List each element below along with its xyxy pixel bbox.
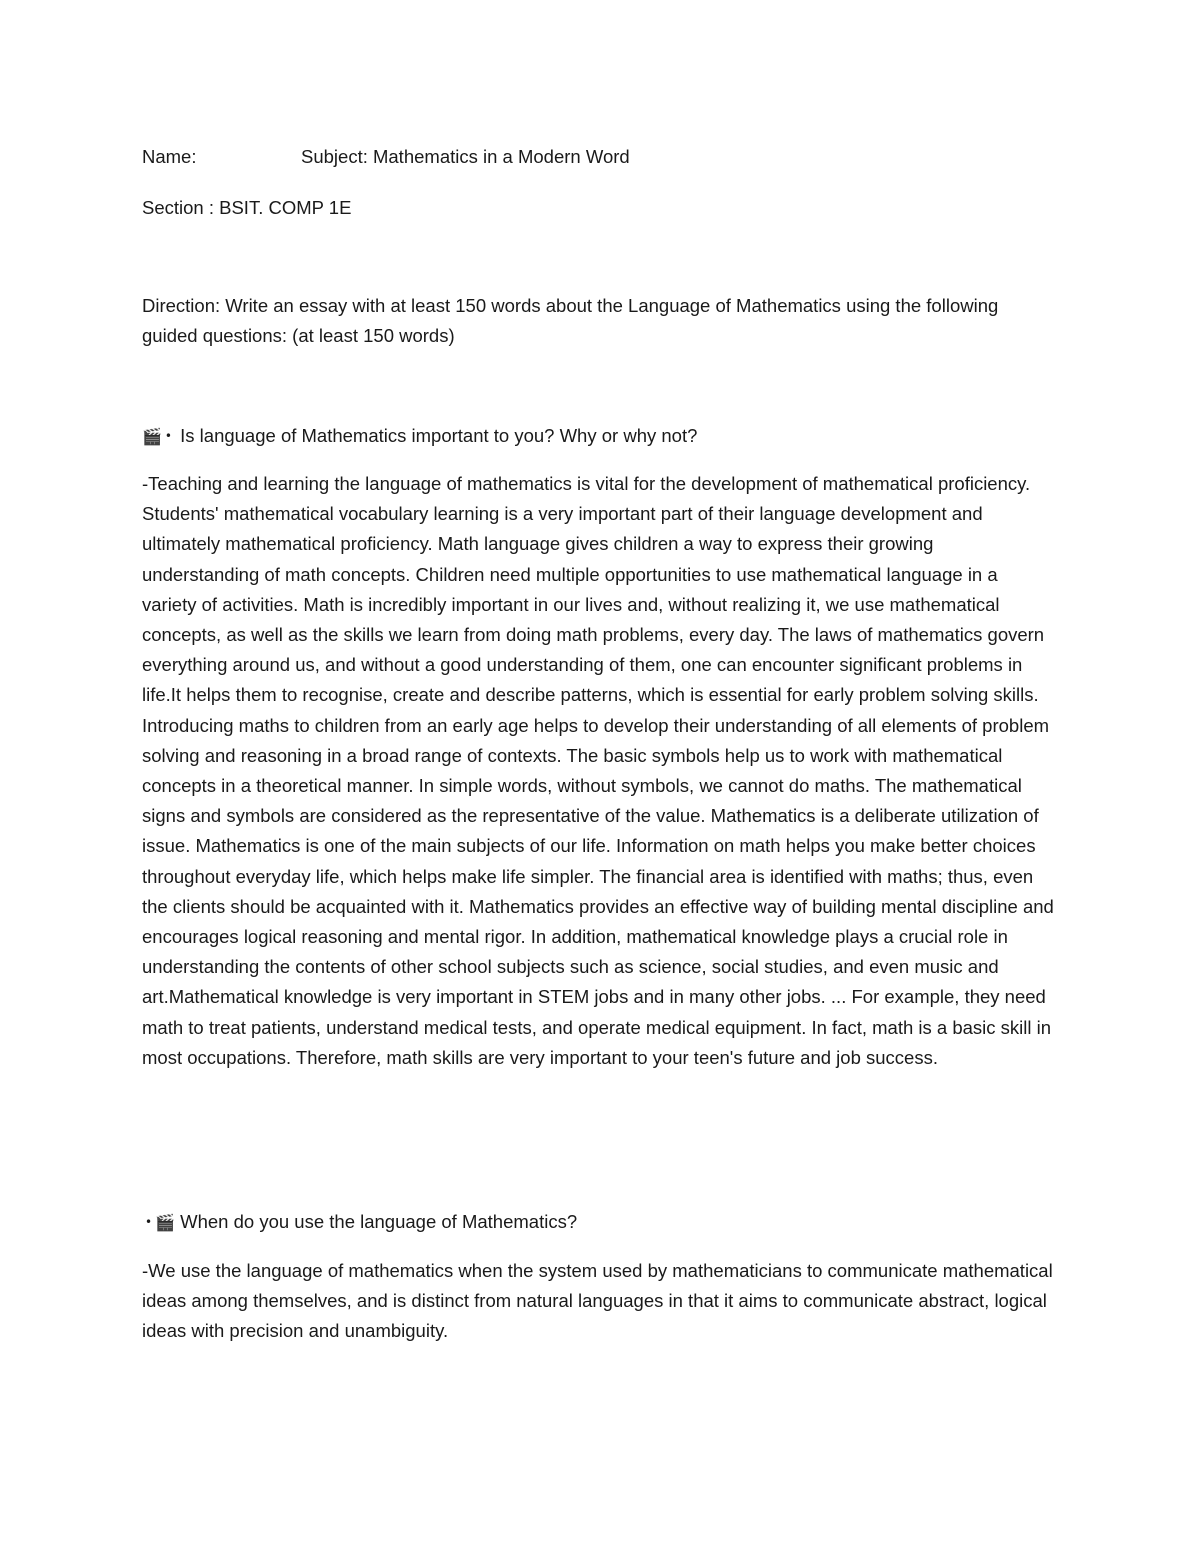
question-2-text: When do you use the language of Mathematics? xyxy=(180,1211,578,1232)
clapperboard-icon: 🎬 xyxy=(142,427,162,446)
bullet-icon: • xyxy=(145,1215,153,1229)
answer-1: -Teaching and learning the language of mathematics is vital for the development of mathematical proficiency. Students' mathematical vocabulary learning is a very important part of their language development and ultimately mathematical proficiency. Math language gives children a way to express their growing understanding of math concepts. Children need multiple opportunities to use mathematical language in a variety of activities. Math is incredibly important in our lives and, without realizing it, we use mathematical concepts, as well as the skills we learn from doing math problems, every day. The laws of mathematics govern everything around us, and without a good understanding of them, one can encounter significant problems in life.It helps them to recognise, create and describe patterns, which is essential for early problem solving skills. Introducing maths to children from an early age helps to develop their understanding of all elements of problem solving and reasoning in a broad range of contexts. The basic symbols help us to work with mathematical concepts in a theoretical manner. In simple words, without symbols, we cannot do maths. The mathematical signs and symbols are considered as the representative of the value. Mathematics is a deliberate utilization of issue. Mathematics is one of the main subjects of our life. Information on math helps you make better choices throughout everyday life, which helps make life simpler. The financial area is identified with maths; thus, even the clients should be acquainted with it. Mathematics provides an effective way of building mental discipline and encourages logical reasoning and mental rigor. In addition, mathematical knowledge plays a crucial role in understanding the contents of other school subjects such as science, social studies, and even music and art.Mathematical knowledge is very important in STEM jobs and in many other jobs. ... For example, they need math to treat patients, understand medical tests, and operate medical equipment. In fact, math is a basic skill in most occupations. Therefore, math skills are very important to your teen's future and job success. xyxy=(142,473,1054,1068)
name-label: Name: xyxy=(142,146,197,167)
question-1-text: Is language of Mathematics important to you? Why or why not? xyxy=(180,425,698,446)
answer-2: -We use the language of mathematics when the system used by mathematicians to communicate mathematical ideas among themselves, and is distinct from natural languages in that it aims to communicate abstract, logical ideas with precision and unambiguity. xyxy=(142,1260,1053,1342)
question-1 xyxy=(142,421,697,452)
clapperboard-icon: 🎬 xyxy=(155,1213,175,1232)
bullet-icon: • xyxy=(164,429,172,443)
section-label: Section : BSIT. COMP 1E xyxy=(142,197,352,218)
subject-label: Subject: Mathematics in a Modern Word xyxy=(301,146,630,167)
question-2 xyxy=(142,1207,577,1238)
direction-text: Direction: Write an essay with at least 150 words about the Language of Mathematics using the following guided questions: (at least 150 words) xyxy=(142,295,999,346)
